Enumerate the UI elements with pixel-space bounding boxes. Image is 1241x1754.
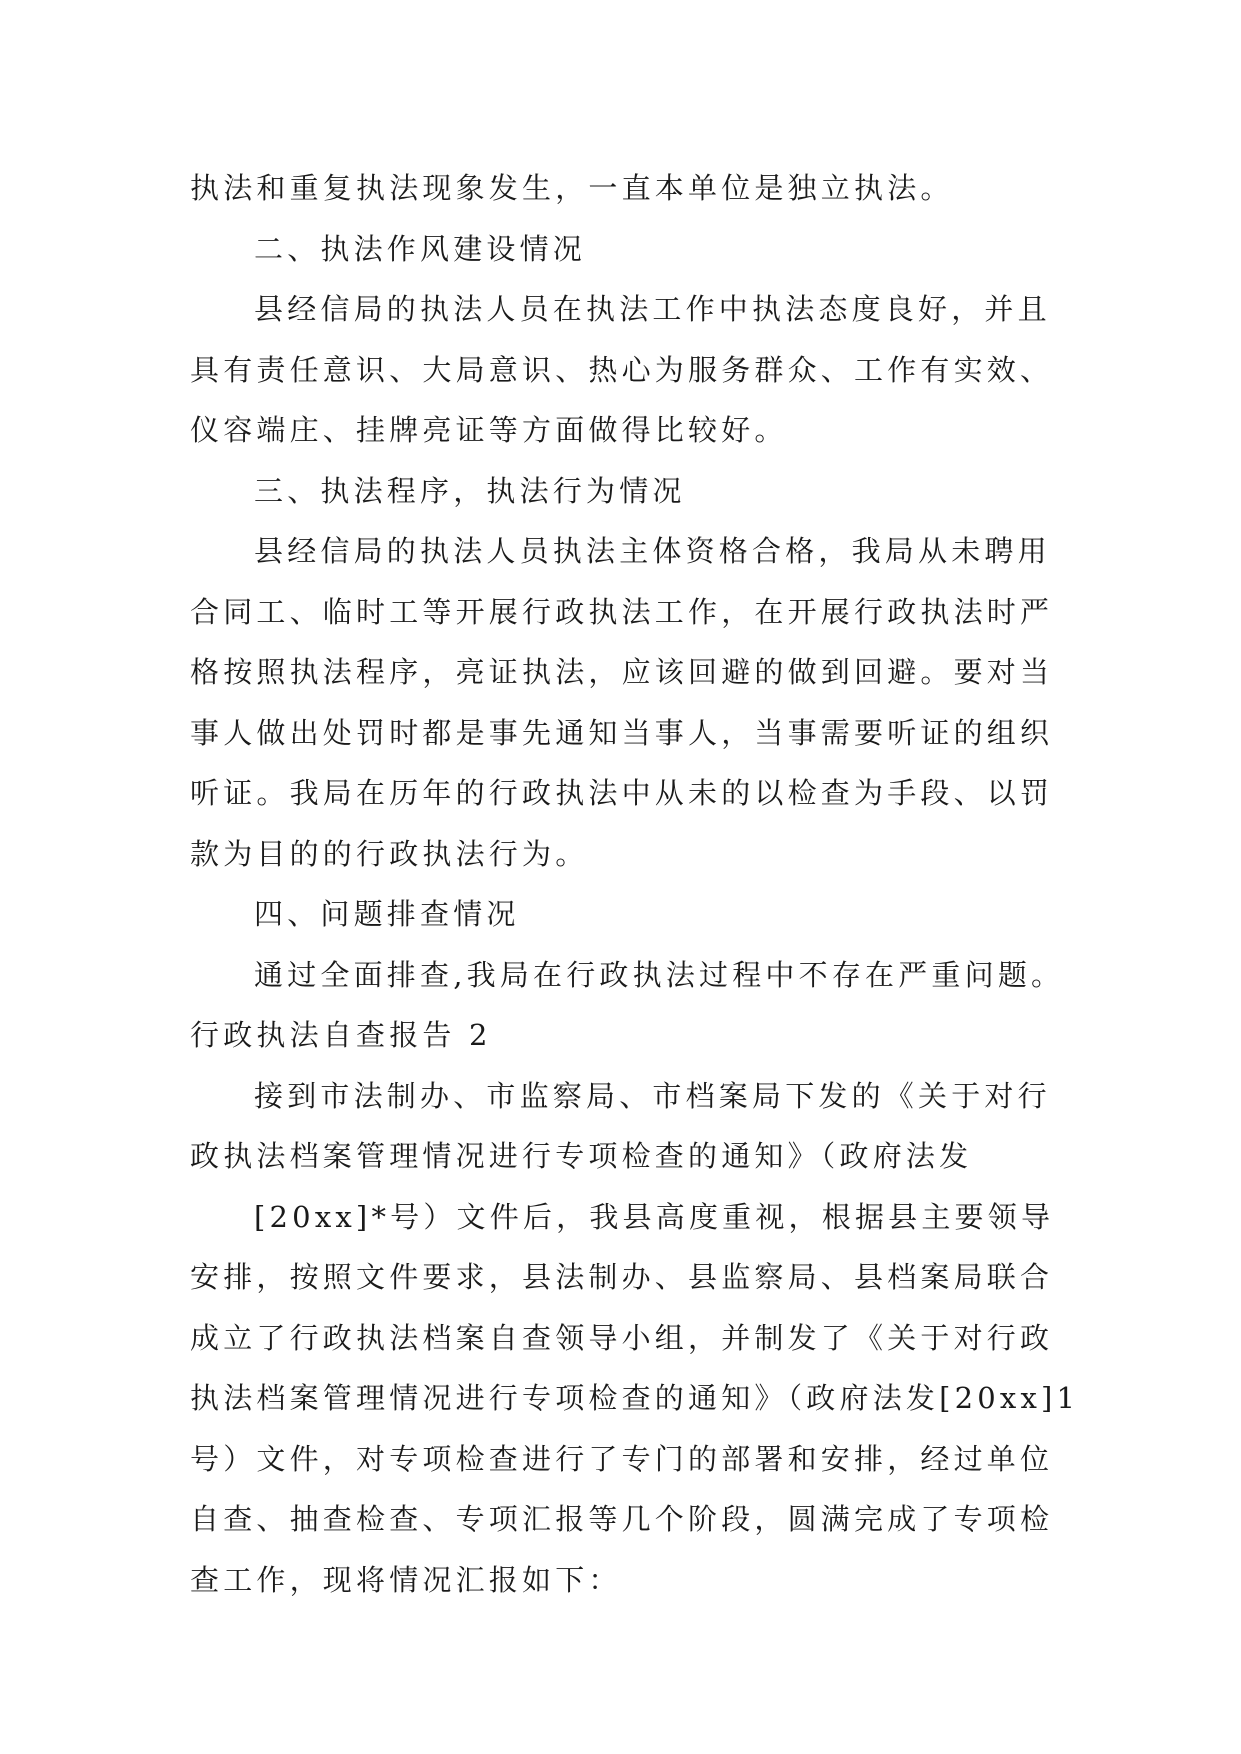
text-line: 执法和重复执法现象发生，一直本单位是独立执法。: [190, 171, 954, 205]
text-line: 三、执法程序，执法行为情况: [254, 473, 686, 508]
document-body: [190, 158, 1080, 1610]
text-line: 款为目的的行政执法行为。: [190, 836, 589, 871]
text-line: [20xx]*号）文件后，我县高度重视，根据县主要领导: [254, 1199, 1055, 1234]
text-line: 执法档案管理情况进行专项检查的通知》（政府法发[20xx]1: [190, 1381, 1080, 1415]
text-line: 号）文件，对专项检查进行了专门的部署和安排，经过单位: [190, 1441, 1054, 1476]
text-line: 具有责任意识、大局意识、热心为服务群众、工作有实效、: [190, 352, 1054, 387]
text-line: 合同工、临时工等开展行政执法工作，在开展行政执法时严: [190, 594, 1054, 629]
text-line: 通过全面排查,我局在行政执法过程中不存在严重问题。: [254, 957, 1065, 992]
text-line: 政执法档案管理情况进行专项检查的通知》（政府法发: [190, 1139, 973, 1173]
text-line: 县经信局的执法人员在执法工作中执法态度良好，并且: [254, 292, 1051, 326]
text-line: 行政执法自查报告 2: [190, 1018, 492, 1052]
text-line: 县经信局的执法人员执法主体资格合格，我局从未聘用: [254, 534, 1051, 568]
text-line: 成立了行政执法档案自查领导小组，并制发了《关于对行政: [190, 1320, 1054, 1355]
text-line: 事人做出处罚时都是事先通知当事人，当事需要听证的组织: [190, 715, 1054, 750]
text-line: 听证。我局在历年的行政执法中从未的以检查为手段、以罚: [190, 776, 1054, 810]
text-line: 格按照执法程序，亮证执法，应该回避的做到回避。要对当: [190, 655, 1054, 689]
text-line: 二、执法作风建设情况: [254, 231, 587, 266]
text-line: 查工作，现将情况汇报如下：: [190, 1562, 622, 1597]
text-line: 仪容端庄、挂牌亮证等方面做得比较好。: [190, 413, 788, 447]
text-line: 四、问题排查情况: [254, 897, 520, 931]
text-line: 接到市法制办、市监察局、市档案局下发的《关于对行: [254, 1078, 1051, 1113]
text-line: 安排，按照文件要求，县法制办、县监察局、县档案局联合: [190, 1260, 1054, 1294]
text-line: 自查、抽查检查、专项汇报等几个阶段，圆满完成了专项检: [190, 1502, 1054, 1536]
